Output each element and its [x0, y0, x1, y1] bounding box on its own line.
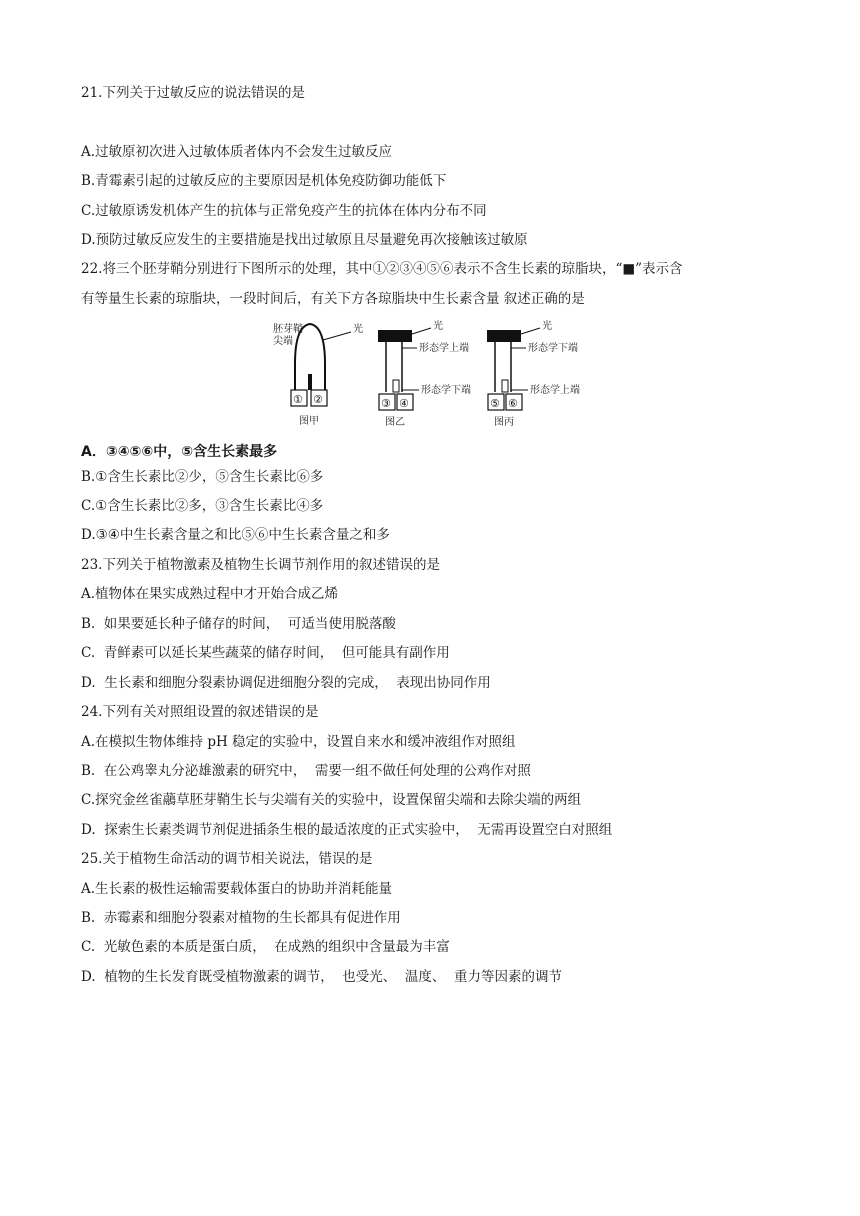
figure-yi — [378, 319, 471, 428]
q23-option-d: D. 生长素和细胞分裂素协调促进细胞分裂的完成， 表现出协同作用 — [81, 675, 491, 691]
q25-option-c: C. 光敏色素的本质是蛋白质， 在成熟的组织中含量最为丰富 — [81, 939, 450, 955]
caption-jia: 图甲 — [299, 416, 319, 427]
jia-light-pointer — [323, 332, 351, 340]
yi-auxin-block — [378, 330, 412, 342]
q24-option-c: C.探究金丝雀虉草胚芽鞘生长与尖端有关的实验中，设置保留尖端和去除尖端的两组 — [81, 792, 582, 808]
caption-yi: 图乙 — [385, 417, 405, 428]
yi-bottom-label: 形态学下端 — [421, 385, 471, 396]
yi-top-label: 形态学上端 — [419, 343, 469, 354]
figure-bing — [487, 319, 580, 428]
q22-option-c: C.①含生长素比②多，③含生长素比④多 — [81, 498, 324, 514]
jia-label-tip: 尖端 — [273, 336, 293, 347]
jia-light-label: 光 — [353, 324, 363, 335]
block-1-label: ① — [293, 393, 303, 406]
block-6-label: ⑥ — [508, 397, 518, 410]
q23-stem: 23.下列关于植物激素及植物生长调节剂作用的叙述错误的是 — [81, 557, 440, 573]
jia-label-coleoptile: 胚芽鞘 — [273, 324, 303, 335]
q22-stem-line1: 22.将三个胚芽鞘分别进行下图所示的处理，其中①②③④⑤⑥表示不含生长素的琼脂块，“■”表示含 — [81, 261, 683, 277]
bing-top-label: 形态学下端 — [528, 343, 578, 354]
q25-option-b: B. 赤霉素和细胞分裂素对植物的生长都具有促进作用 — [81, 910, 401, 926]
q24-stem: 24.下列有关对照组设置的叙述错误的是 — [81, 704, 319, 720]
q24-option-a: A.在模拟生物体维持 pH 稳定的实验中，设置自来水和缓冲液组作对照组 — [81, 734, 516, 750]
q23-option-a: A.植物体在果实成熟过程中才开始合成乙烯 — [81, 586, 339, 602]
bing-bottom-label: 形态学上端 — [530, 385, 580, 396]
block-4-label: ④ — [399, 397, 409, 410]
yi-divider — [393, 380, 399, 392]
q22-option-b: B.①含生长素比②少，⑤含生长素比⑥多 — [81, 469, 324, 485]
q22-stem-line2: 有等量生长素的琼脂块，一段时间后，有关下方各琼脂块中生长素含量 叙述正确的是 — [81, 291, 585, 307]
q25-stem: 25.关于植物生命活动的调节相关说法，错误的是 — [81, 851, 373, 867]
q21-stem: 21.下列关于过敏反应的说法错误的是 — [81, 85, 305, 101]
bing-auxin-block — [487, 330, 521, 342]
block-3-label: ③ — [381, 397, 391, 410]
block-2-label: ② — [313, 393, 323, 406]
coleoptile-figure — [255, 318, 595, 436]
q23-option-b: B. 如果要延长种子储存的时间， 可适当使用脱落酸 — [81, 616, 396, 632]
caption-bing: 图丙 — [494, 417, 514, 428]
q22-option-d: D.③④中生长素含量之和比⑤⑥中生长素含量之和多 — [81, 527, 390, 543]
block-5-label: ⑤ — [490, 397, 500, 410]
figure-jia — [273, 322, 363, 427]
q24-option-d: D. 探索生长素类调节剂促进插条生根的最适浓度的正式实验中， 无需再设置空白对照组 — [81, 822, 613, 838]
bing-light-pointer — [521, 328, 540, 334]
yi-light-label: 光 — [433, 321, 443, 332]
q25-option-a: A.生长素的极性运输需要载体蛋白的协助并消耗能量 — [81, 881, 393, 897]
q25-option-d: D. 植物的生长发育既受植物激素的调节， 也受光、 温度、 重力等因素的调节 — [81, 969, 562, 985]
bing-light-label: 光 — [542, 321, 552, 332]
coleoptile-divider — [308, 374, 312, 390]
bing-divider — [502, 380, 508, 392]
q23-option-c: C. 青鲜素可以延长某些蔬菜的储存时间， 但可能具有副作用 — [81, 645, 450, 661]
q21-option-a: A.过敏原初次进入过敏体质者体内不会发生过敏反应 — [81, 144, 393, 160]
q21-option-d: D.预防过敏反应发生的主要措施是找出过敏原且尽量避免再次接触该过敏原 — [81, 232, 528, 248]
q24-option-b: B. 在公鸡睾丸分泌雄激素的研究中， 需要一组不做任何处理的公鸡作对照 — [81, 763, 531, 779]
q21-option-b: B.青霉素引起的过敏反应的主要原因是机体免疫防御功能低下 — [81, 173, 447, 189]
q22-option-a: A．③④⑤⑥中，⑤含生长素最多 — [81, 444, 278, 460]
yi-light-pointer — [412, 328, 431, 334]
q21-option-c: C.过敏原诱发机体产生的抗体与正常免疫产生的抗体在体内分布不同 — [81, 203, 487, 219]
